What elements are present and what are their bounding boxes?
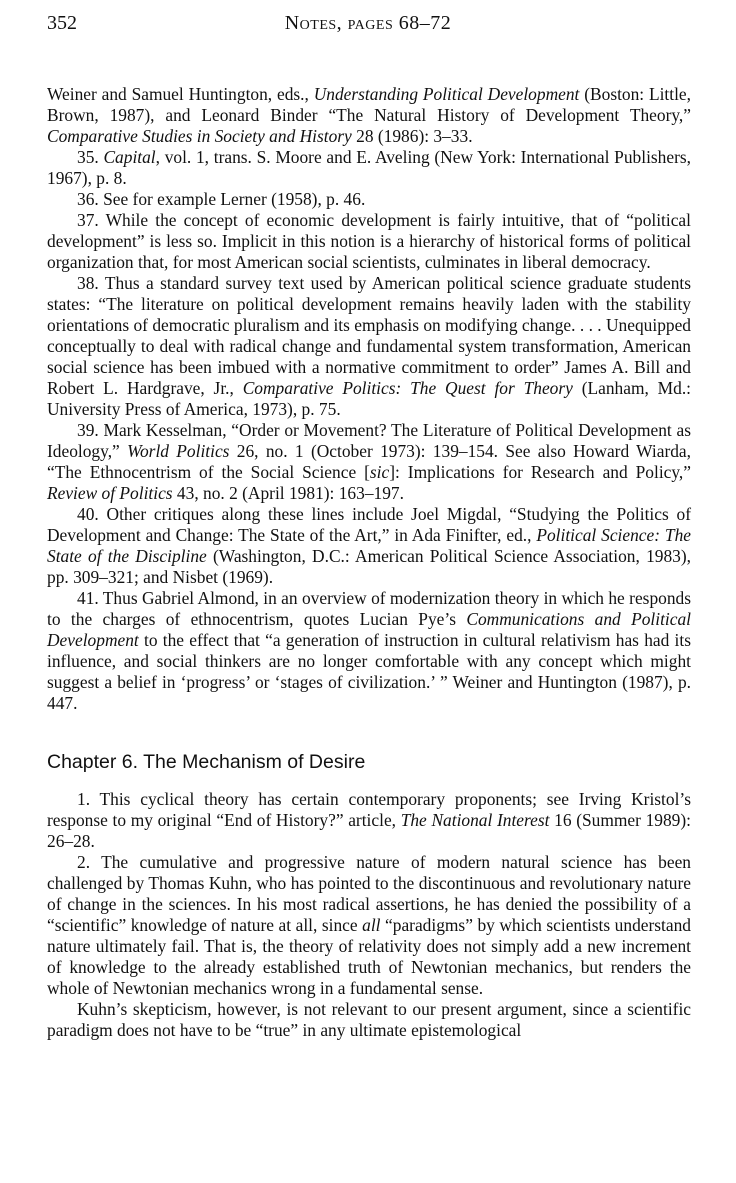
- note-paragraph: [47, 210, 691, 273]
- note-paragraph: [47, 588, 691, 714]
- text-run: 1. This cyclical theory has certain contemporary proponents; see Irving Kristol’s response to my original “End of History?” article,: [47, 789, 691, 830]
- text-run: 38. Thus a standard survey text used by American political science graduate students states: “The literature on political development remains heavily laden with the stability orientations of democratic pluralism and its emphasis on modifying change. . . . Unequipped conceptually to deal with radical change and fundamental system transformation, American social science has been imbued with a normative commitment to order” James A. Bill and Robert L. Hardgrave, Jr.,: [47, 273, 691, 398]
- note-paragraph: [47, 999, 691, 1041]
- text-run: 36. See for example Lerner (1958), p. 46.: [77, 189, 366, 209]
- italic-text: sic: [369, 462, 390, 482]
- chapter-notes-section: [47, 789, 691, 1041]
- note-paragraph: [47, 504, 691, 588]
- page-number: 352: [47, 12, 77, 34]
- text-run: (Lanham, Md.: University Press of America, 1973), p. 75.: [47, 378, 691, 419]
- text-run: (Washington, D.C.: American Political Science Association, 1983), pp. 309–321; and Nisbet (1969).: [47, 546, 691, 587]
- text-run: 39. Mark Kesselman, “Order or Movement? The Literature of Political Development as Ideology,”: [47, 420, 691, 461]
- italic-text: Capital: [103, 147, 156, 167]
- text-run: 16 (Summer 1989): 26–28.: [47, 810, 691, 851]
- text-run: , vol. 1, trans. S. Moore and E. Aveling (New York: International Publishers, 1967), p. 8.: [47, 147, 691, 188]
- italic-text: Comparative Studies in Society and History: [47, 126, 352, 146]
- text-run: 43, no. 2 (April 1981): 163–197.: [172, 483, 404, 503]
- note-paragraph: [47, 273, 691, 420]
- note-paragraph: [47, 420, 691, 504]
- italic-text: The National Interest: [400, 810, 550, 830]
- note-paragraph: [47, 852, 691, 999]
- italic-text: all: [362, 915, 381, 935]
- italic-text: Understanding Political Development: [313, 84, 580, 104]
- italic-text: Communications and Political Development: [47, 609, 691, 650]
- text-run: 40. Other critiques along these lines include Joel Migdal, “Studying the Politics of Development and Change: The State of the Art,” in Ada Finifter, ed.,: [47, 504, 691, 545]
- note-paragraph: [47, 189, 691, 210]
- text-run: (Boston: Little, Brown, 1987), and Leonard Binder “The Natural History of Development Theory,”: [47, 84, 691, 125]
- text-run: Weiner and Samuel Huntington, eds.,: [47, 84, 314, 104]
- text-run: ]: Implications for Research and Policy,”: [389, 462, 691, 482]
- note-paragraph: [47, 147, 691, 189]
- note-paragraph: [47, 789, 691, 852]
- text-run: Kuhn’s skepticism, however, is not relevant to our present argument, since a scientific paradigm does not have to be “true” in any ultimate epistemological: [47, 999, 691, 1040]
- text-run: 37. While the concept of economic development is fairly intuitive, that of “political development” is less so. Implicit in this notion is a hierarchy of historical forms of political organization that, for most American social scientists, culminates in liberal democracy.: [47, 210, 691, 272]
- notes-body: [47, 84, 691, 1041]
- running-head: Notes, pages 68–72: [284, 12, 452, 34]
- chapter-heading: Chapter 6. The Mechanism of Desire: [47, 751, 366, 773]
- note-paragraph: [47, 84, 691, 147]
- text-run: 26, no. 1 (October 1973): 139–154. See also Howard Wiarda, “The Ethnocentrism of the Social Science [: [47, 441, 691, 482]
- text-run: 28 (1986): 3–33.: [351, 126, 473, 146]
- text-run: 2. The cumulative and progressive nature of modern natural science has been challenged by Thomas Kuhn, who has pointed to the discontinuous and revolutionary nature of change in the sciences. In his most radical assertions, he has denied the possibility of a “scientific” knowledge of nature at all, since: [47, 852, 691, 935]
- text-run: 35.: [77, 147, 104, 167]
- text-run: to the effect that “a generation of instruction in cultural relativism has had its influence, and social thinkers are no longer comfortable with any concept which might suggest a belief in ‘progress’ or ‘stages of civilization.’ ” Weiner and Huntington (1987), p. 447.: [47, 630, 691, 713]
- italic-text: World Politics: [127, 441, 230, 461]
- text-run: “paradigms” by which scientists understand nature ultimately fail. That is, the theory of relativity does not simply add a new increment of knowledge to the already established truth of Newtonian mechanics, but renders the whole of Newtonian mechanics wrong in a fundamental sense.: [47, 915, 691, 998]
- italic-text: Political Science: The State of the Discipline: [47, 525, 691, 566]
- page-header: [47, 12, 689, 42]
- text-run: 41. Thus Gabriel Almond, in an overview of modernization theory in which he responds to the charges of ethnocentrism, quotes Lucian Pye’s: [47, 588, 691, 629]
- italic-text: Comparative Politics: The Quest for Theory: [242, 378, 573, 398]
- italic-text: Review of Politics: [47, 483, 173, 503]
- notes-section: [47, 84, 691, 714]
